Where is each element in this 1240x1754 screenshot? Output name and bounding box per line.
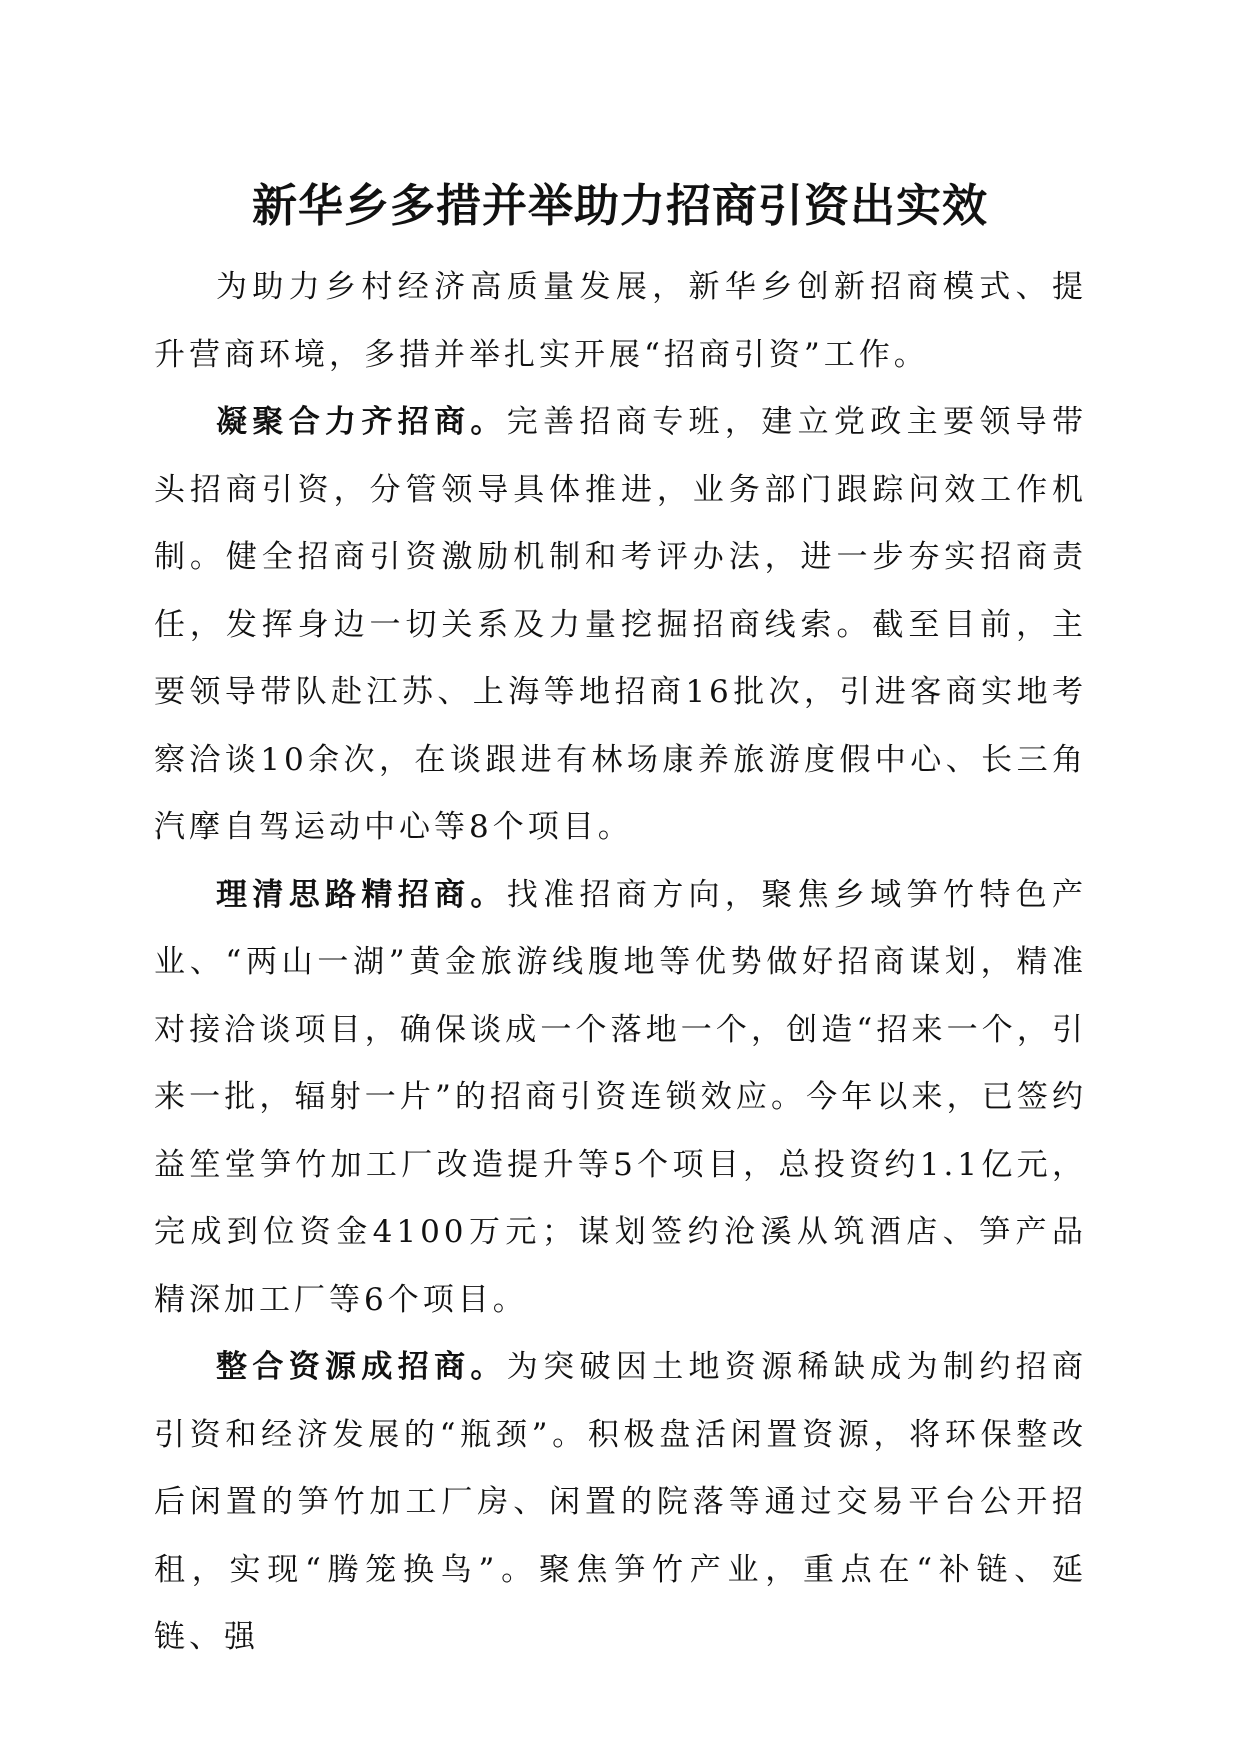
section-paragraph-strategy: [154, 862, 1087, 1335]
section-lead-heading: 凝聚合力齐招商。: [216, 404, 507, 440]
document-body: [154, 254, 1087, 1672]
section-body-text: 为突破因土地资源稀缺成为制约招商引资和经济发展的“瓶颈”。积极盘活闲置资源，将环保整改后闲置的笋竹加工厂房、闲置的院落等通过交易平台公开招租，实现“腾笼换鸟”。聚焦笋竹产业，重点在“补链、延链、强: [154, 1349, 1088, 1655]
section-paragraph-cohesion: [154, 389, 1087, 862]
document-title: 新华乡多措并举助力招商引资出实效: [251, 179, 988, 232]
intro-paragraph: 为助力乡村经济高质量发展，新华乡创新招商模式、提升营商环境，多措并举扎实开展“招商引资”工作。: [154, 269, 1087, 373]
section-body-text: 完善招商专班，建立党政主要领导带头招商引资，分管领导具体推进，业务部门跟踪问效工作机制。健全招商引资激励机制和考评办法，进一步夯实招商责任，发挥身边一切关系及力量挖掘招商线索。截至目前，主要领导带队赴江苏、上海等地招商16批次，引进客商实地考察洽谈10余次，在谈跟进有林场康养旅游度假中心、长三角汽摩自驾运动中心等8个项目。: [154, 404, 1088, 845]
section-paragraph-resources: [154, 1334, 1087, 1672]
section-lead-heading: 理清思路精招商。: [216, 876, 507, 913]
section-body-text: 找准招商方向，聚焦乡域笋竹特色产业、“两山一湖”黄金旅游线腹地等优势做好招商谋划，精准对接洽谈项目，确保谈成一个落地一个，创造“招来一个，引来一批，辐射一片”的招商引资连锁效应。今年以来，已签约益笙堂笋竹加工厂改造提升等5个项目，总投资约1.1亿元，完成到位资金4100万元；谋划签约沧溪从筑酒店、笋产品精深加工厂等6个项目。: [154, 876, 1088, 1318]
section-lead-heading: 整合资源成招商。: [216, 1349, 507, 1385]
